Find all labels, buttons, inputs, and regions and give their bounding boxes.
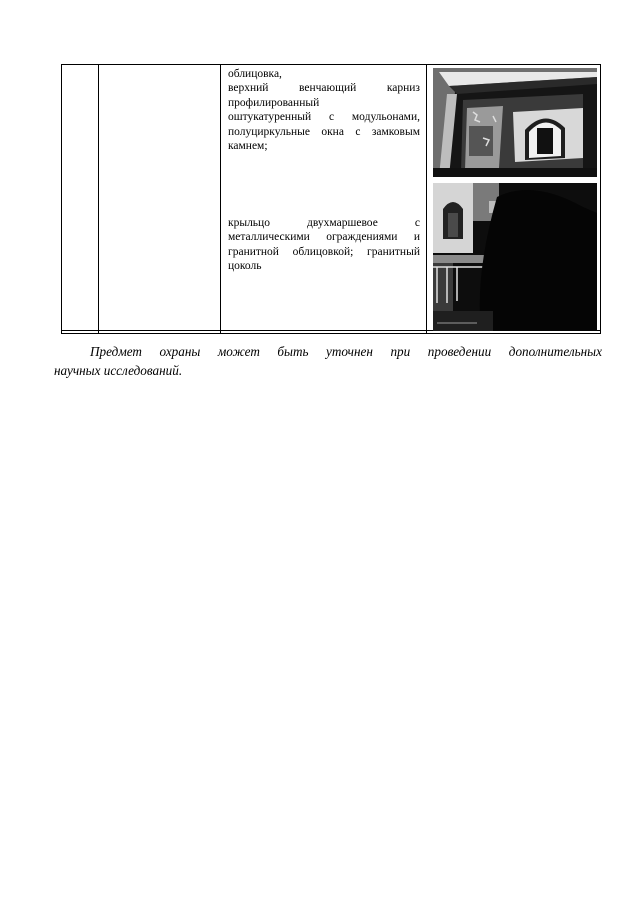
text-line: полуциркульные окна с замковым — [228, 125, 420, 138]
note-line: научных исследований. — [54, 363, 183, 378]
text-line: металлическими ограждениями и — [228, 231, 420, 244]
column-divider — [220, 65, 221, 333]
text-line: камнем; — [228, 140, 268, 153]
porch-photo — [433, 183, 597, 331]
facade-description — [228, 67, 420, 153]
text-line: верхний венчающий карниз — [228, 82, 420, 95]
text-line: профилированный — [228, 96, 320, 109]
note-line: Предмет охраны может быть уточнен при проведении дополнительных — [90, 344, 602, 359]
text-line: крыльцо двухмаршевое с — [228, 217, 420, 229]
protection-note — [54, 342, 602, 380]
column-divider — [98, 65, 99, 333]
column-divider — [426, 65, 427, 333]
heritage-table — [61, 64, 601, 334]
text-line: облицовка, — [228, 68, 282, 80]
cornice-window-photo — [433, 68, 597, 177]
text-line: гранитной облицовкой; гранитный — [228, 245, 420, 258]
porch-description — [228, 216, 420, 274]
text-line: оштукатуренный с модульонами, — [228, 111, 420, 124]
text-line: цоколь — [228, 260, 262, 273]
